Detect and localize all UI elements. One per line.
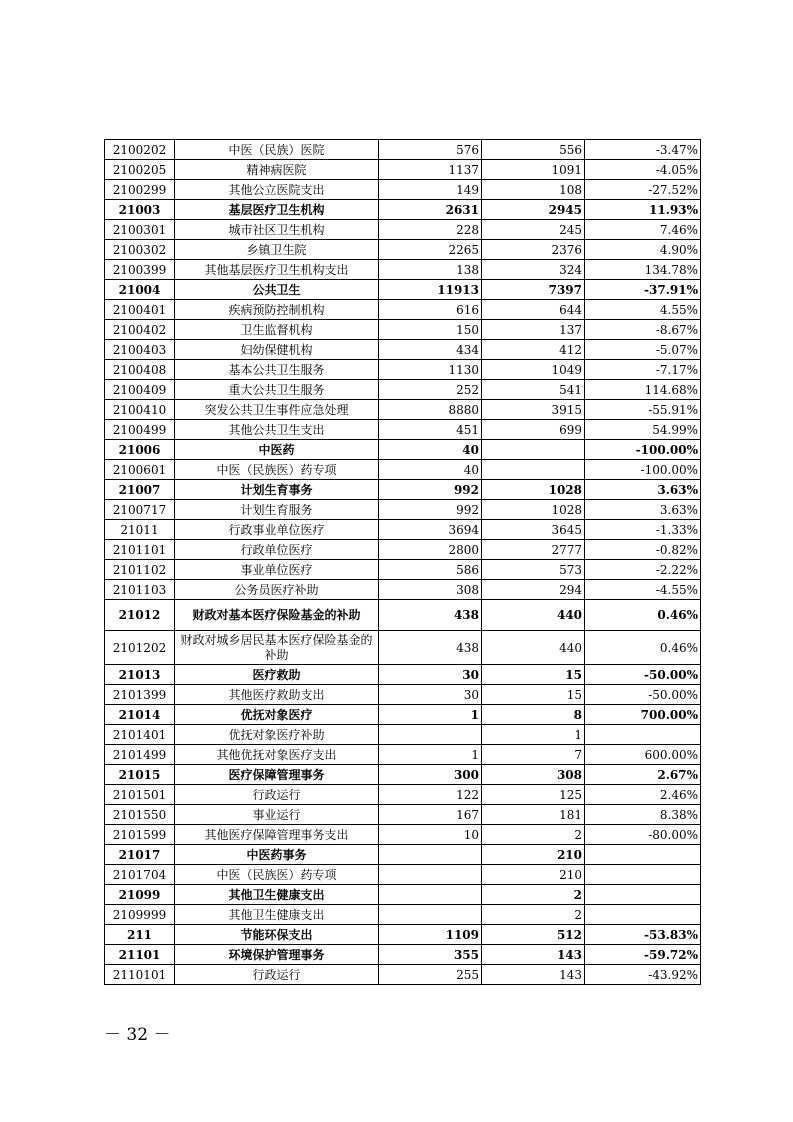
table-row: [105, 631, 701, 665]
prior-year-amount-cell: [379, 725, 482, 745]
subject-code-cell: 2100403: [105, 340, 175, 360]
current-year-amount-cell: 556: [482, 140, 585, 160]
current-year-amount-cell: 2777: [482, 540, 585, 560]
table-row: [105, 480, 701, 500]
subject-code-cell: 2100402: [105, 320, 175, 340]
change-percent-cell: [585, 885, 701, 905]
change-percent-cell: -59.72%: [585, 945, 701, 965]
current-year-amount-cell: 210: [482, 845, 585, 865]
subject-code-cell: 21011: [105, 520, 175, 540]
change-percent-cell: 2.67%: [585, 765, 701, 785]
table-row: [105, 140, 701, 160]
change-percent-cell: -100.00%: [585, 460, 701, 480]
table-row: [105, 925, 701, 945]
change-percent-cell: -4.05%: [585, 160, 701, 180]
change-percent-cell: 0.46%: [585, 600, 701, 631]
current-year-amount-cell: 3645: [482, 520, 585, 540]
change-percent-cell: 11.93%: [585, 200, 701, 220]
change-percent-cell: -8.67%: [585, 320, 701, 340]
change-percent-cell: -50.00%: [585, 685, 701, 705]
current-year-amount-cell: 644: [482, 300, 585, 320]
current-year-amount-cell: 1049: [482, 360, 585, 380]
table-row: [105, 865, 701, 885]
current-year-amount-cell: 1: [482, 725, 585, 745]
change-percent-cell: -100.00%: [585, 440, 701, 460]
change-percent-cell: -1.33%: [585, 520, 701, 540]
subject-code-cell: 21007: [105, 480, 175, 500]
table-row: [105, 945, 701, 965]
prior-year-amount-cell: 228: [379, 220, 482, 240]
subject-name-cell: 其他医疗救助支出: [175, 685, 379, 705]
current-year-amount-cell: [482, 440, 585, 460]
change-percent-cell: -80.00%: [585, 825, 701, 845]
prior-year-amount-cell: 122: [379, 785, 482, 805]
change-percent-cell: -0.82%: [585, 540, 701, 560]
change-percent-cell: -50.00%: [585, 665, 701, 685]
subject-name-cell: 城市社区卫生机构: [175, 220, 379, 240]
current-year-amount-cell: 3915: [482, 400, 585, 420]
prior-year-amount-cell: 252: [379, 380, 482, 400]
prior-year-amount-cell: 992: [379, 480, 482, 500]
subject-name-cell: 事业运行: [175, 805, 379, 825]
prior-year-amount-cell: 586: [379, 560, 482, 580]
change-percent-cell: 2.46%: [585, 785, 701, 805]
table-row: [105, 540, 701, 560]
prior-year-amount-cell: 438: [379, 631, 482, 665]
prior-year-amount-cell: 138: [379, 260, 482, 280]
table-row: [105, 685, 701, 705]
subject-name-cell: 中医（民族医）药专项: [175, 865, 379, 885]
change-percent-cell: [585, 905, 701, 925]
subject-code-cell: 2100408: [105, 360, 175, 380]
subject-name-cell: 行政单位医疗: [175, 540, 379, 560]
subject-code-cell: 2101599: [105, 825, 175, 845]
table-row: [105, 765, 701, 785]
change-percent-cell: 134.78%: [585, 260, 701, 280]
subject-code-cell: 2100717: [105, 500, 175, 520]
current-year-amount-cell: 440: [482, 631, 585, 665]
subject-code-cell: 21101: [105, 945, 175, 965]
current-year-amount-cell: 210: [482, 865, 585, 885]
budget-table-body: [105, 140, 701, 985]
current-year-amount-cell: 8: [482, 705, 585, 725]
prior-year-amount-cell: 255: [379, 965, 482, 985]
table-row: [105, 220, 701, 240]
table-row: [105, 600, 701, 631]
subject-name-cell: 精神病医院: [175, 160, 379, 180]
table-row: [105, 440, 701, 460]
subject-name-cell: 财政对基本医疗保险基金的补助: [175, 600, 379, 631]
subject-code-cell: 21014: [105, 705, 175, 725]
change-percent-cell: 700.00%: [585, 705, 701, 725]
table-row: [105, 785, 701, 805]
change-percent-cell: 3.63%: [585, 500, 701, 520]
subject-name-cell: 医疗保障管理事务: [175, 765, 379, 785]
prior-year-amount-cell: 3694: [379, 520, 482, 540]
current-year-amount-cell: 125: [482, 785, 585, 805]
subject-name-cell: 重大公共卫生服务: [175, 380, 379, 400]
subject-code-cell: 21006: [105, 440, 175, 460]
budget-table: [104, 139, 701, 985]
prior-year-amount-cell: 149: [379, 180, 482, 200]
subject-code-cell: 2100409: [105, 380, 175, 400]
subject-code-cell: 2100401: [105, 300, 175, 320]
table-row: [105, 240, 701, 260]
current-year-amount-cell: 245: [482, 220, 585, 240]
subject-code-cell: 2100205: [105, 160, 175, 180]
subject-name-cell: 其他医疗保障管理事务支出: [175, 825, 379, 845]
subject-name-cell: 其他卫生健康支出: [175, 885, 379, 905]
table-row: [105, 420, 701, 440]
subject-name-cell: 其他基层医疗卫生机构支出: [175, 260, 379, 280]
subject-code-cell: 2109999: [105, 905, 175, 925]
subject-code-cell: 2100302: [105, 240, 175, 260]
prior-year-amount-cell: 355: [379, 945, 482, 965]
change-percent-cell: -27.52%: [585, 180, 701, 200]
table-row: [105, 500, 701, 520]
current-year-amount-cell: 324: [482, 260, 585, 280]
prior-year-amount-cell: 992: [379, 500, 482, 520]
subject-code-cell: 2110101: [105, 965, 175, 985]
current-year-amount-cell: [482, 460, 585, 480]
table-row: [105, 725, 701, 745]
subject-code-cell: 21004: [105, 280, 175, 300]
current-year-amount-cell: 308: [482, 765, 585, 785]
prior-year-amount-cell: 1130: [379, 360, 482, 380]
current-year-amount-cell: 15: [482, 685, 585, 705]
subject-name-cell: 行政运行: [175, 965, 379, 985]
subject-code-cell: 21012: [105, 600, 175, 631]
subject-code-cell: 2101103: [105, 580, 175, 600]
table-row: [105, 340, 701, 360]
prior-year-amount-cell: 11913: [379, 280, 482, 300]
subject-code-cell: 2101550: [105, 805, 175, 825]
subject-name-cell: 突发公共卫生事件应急处理: [175, 400, 379, 420]
subject-name-cell: 事业单位医疗: [175, 560, 379, 580]
change-percent-cell: -5.07%: [585, 340, 701, 360]
prior-year-amount-cell: 30: [379, 685, 482, 705]
prior-year-amount-cell: 1109: [379, 925, 482, 945]
subject-name-cell: 中医（民族医）药专项: [175, 460, 379, 480]
subject-name-cell: 基层医疗卫生机构: [175, 200, 379, 220]
prior-year-amount-cell: 30: [379, 665, 482, 685]
change-percent-cell: 4.90%: [585, 240, 701, 260]
change-percent-cell: [585, 865, 701, 885]
subject-code-cell: 2100601: [105, 460, 175, 480]
table-row: [105, 320, 701, 340]
prior-year-amount-cell: 576: [379, 140, 482, 160]
table-row: [105, 280, 701, 300]
table-row: [105, 260, 701, 280]
prior-year-amount-cell: 150: [379, 320, 482, 340]
current-year-amount-cell: 7397: [482, 280, 585, 300]
subject-name-cell: 财政对城乡居民基本医疗保险基金的补助: [175, 631, 379, 665]
current-year-amount-cell: 2: [482, 825, 585, 845]
prior-year-amount-cell: 10: [379, 825, 482, 845]
subject-code-cell: 2101101: [105, 540, 175, 560]
current-year-amount-cell: 1091: [482, 160, 585, 180]
subject-code-cell: 2100410: [105, 400, 175, 420]
current-year-amount-cell: 294: [482, 580, 585, 600]
table-row: [105, 745, 701, 765]
current-year-amount-cell: 1028: [482, 500, 585, 520]
change-percent-cell: 600.00%: [585, 745, 701, 765]
current-year-amount-cell: 137: [482, 320, 585, 340]
subject-code-cell: 21013: [105, 665, 175, 685]
prior-year-amount-cell: 1: [379, 705, 482, 725]
change-percent-cell: -2.22%: [585, 560, 701, 580]
subject-code-cell: 2100202: [105, 140, 175, 160]
table-row: [105, 180, 701, 200]
table-row: [105, 805, 701, 825]
subject-name-cell: 中医药: [175, 440, 379, 460]
subject-name-cell: 行政事业单位医疗: [175, 520, 379, 540]
table-row: [105, 580, 701, 600]
change-percent-cell: 0.46%: [585, 631, 701, 665]
prior-year-amount-cell: [379, 905, 482, 925]
table-row: [105, 885, 701, 905]
prior-year-amount-cell: 434: [379, 340, 482, 360]
current-year-amount-cell: 699: [482, 420, 585, 440]
change-percent-cell: -55.91%: [585, 400, 701, 420]
table-row: [105, 200, 701, 220]
change-percent-cell: -3.47%: [585, 140, 701, 160]
table-row: [105, 460, 701, 480]
current-year-amount-cell: 412: [482, 340, 585, 360]
table-row: [105, 160, 701, 180]
table-row: [105, 965, 701, 985]
change-percent-cell: [585, 845, 701, 865]
table-row: [105, 665, 701, 685]
prior-year-amount-cell: 2800: [379, 540, 482, 560]
subject-name-cell: 医疗救助: [175, 665, 379, 685]
current-year-amount-cell: 1028: [482, 480, 585, 500]
table-row: [105, 705, 701, 725]
subject-code-cell: 21099: [105, 885, 175, 905]
subject-name-cell: 其他公共卫生支出: [175, 420, 379, 440]
current-year-amount-cell: 440: [482, 600, 585, 631]
subject-code-cell: 2101399: [105, 685, 175, 705]
subject-name-cell: 节能环保支出: [175, 925, 379, 945]
current-year-amount-cell: 143: [482, 965, 585, 985]
subject-name-cell: 基本公共卫生服务: [175, 360, 379, 380]
subject-code-cell: 2100399: [105, 260, 175, 280]
subject-name-cell: 卫生监督机构: [175, 320, 379, 340]
subject-name-cell: 公务员医疗补助: [175, 580, 379, 600]
prior-year-amount-cell: [379, 885, 482, 905]
change-percent-cell: -43.92%: [585, 965, 701, 985]
current-year-amount-cell: 2: [482, 885, 585, 905]
subject-code-cell: 2100299: [105, 180, 175, 200]
subject-name-cell: 乡镇卫生院: [175, 240, 379, 260]
subject-name-cell: 计划生育服务: [175, 500, 379, 520]
prior-year-amount-cell: 8880: [379, 400, 482, 420]
change-percent-cell: -7.17%: [585, 360, 701, 380]
current-year-amount-cell: 2945: [482, 200, 585, 220]
table-row: [105, 845, 701, 865]
table-row: [105, 560, 701, 580]
change-percent-cell: 4.55%: [585, 300, 701, 320]
subject-code-cell: 2101499: [105, 745, 175, 765]
table-row: [105, 300, 701, 320]
change-percent-cell: 54.99%: [585, 420, 701, 440]
prior-year-amount-cell: [379, 865, 482, 885]
subject-code-cell: 21015: [105, 765, 175, 785]
subject-name-cell: 行政运行: [175, 785, 379, 805]
subject-code-cell: 2101102: [105, 560, 175, 580]
subject-code-cell: 2100499: [105, 420, 175, 440]
change-percent-cell: 114.68%: [585, 380, 701, 400]
change-percent-cell: 8.38%: [585, 805, 701, 825]
table-row: [105, 520, 701, 540]
change-percent-cell: 7.46%: [585, 220, 701, 240]
current-year-amount-cell: 512: [482, 925, 585, 945]
current-year-amount-cell: 573: [482, 560, 585, 580]
subject-name-cell: 计划生育事务: [175, 480, 379, 500]
prior-year-amount-cell: [379, 845, 482, 865]
prior-year-amount-cell: 1137: [379, 160, 482, 180]
subject-name-cell: 环境保护管理事务: [175, 945, 379, 965]
subject-code-cell: 21017: [105, 845, 175, 865]
subject-name-cell: 中医药事务: [175, 845, 379, 865]
subject-name-cell: 中医（民族）医院: [175, 140, 379, 160]
subject-code-cell: 21003: [105, 200, 175, 220]
prior-year-amount-cell: 308: [379, 580, 482, 600]
change-percent-cell: -37.91%: [585, 280, 701, 300]
table-row: [105, 360, 701, 380]
prior-year-amount-cell: 1: [379, 745, 482, 765]
prior-year-amount-cell: 438: [379, 600, 482, 631]
subject-name-cell: 妇幼保健机构: [175, 340, 379, 360]
change-percent-cell: [585, 725, 701, 745]
subject-name-cell: 其他公立医院支出: [175, 180, 379, 200]
subject-name-cell: 优抚对象医疗: [175, 705, 379, 725]
subject-name-cell: 疾病预防控制机构: [175, 300, 379, 320]
table-row: [105, 380, 701, 400]
table-row: [105, 825, 701, 845]
prior-year-amount-cell: 167: [379, 805, 482, 825]
current-year-amount-cell: 2: [482, 905, 585, 925]
current-year-amount-cell: 15: [482, 665, 585, 685]
prior-year-amount-cell: 300: [379, 765, 482, 785]
subject-code-cell: 2101501: [105, 785, 175, 805]
subject-name-cell: 其他优抚对象医疗支出: [175, 745, 379, 765]
prior-year-amount-cell: 40: [379, 440, 482, 460]
current-year-amount-cell: 143: [482, 945, 585, 965]
subject-code-cell: 2101401: [105, 725, 175, 745]
current-year-amount-cell: 181: [482, 805, 585, 825]
subject-name-cell: 其他卫生健康支出: [175, 905, 379, 925]
prior-year-amount-cell: 2265: [379, 240, 482, 260]
subject-code-cell: 211: [105, 925, 175, 945]
subject-name-cell: 公共卫生: [175, 280, 379, 300]
prior-year-amount-cell: 451: [379, 420, 482, 440]
change-percent-cell: -53.83%: [585, 925, 701, 945]
prior-year-amount-cell: 616: [379, 300, 482, 320]
subject-code-cell: 2101202: [105, 631, 175, 665]
subject-code-cell: 2101704: [105, 865, 175, 885]
change-percent-cell: 3.63%: [585, 480, 701, 500]
current-year-amount-cell: 108: [482, 180, 585, 200]
prior-year-amount-cell: 40: [379, 460, 482, 480]
change-percent-cell: -4.55%: [585, 580, 701, 600]
page-number: － 32 －: [104, 1025, 171, 1045]
subject-name-cell: 优抚对象医疗补助: [175, 725, 379, 745]
table-row: [105, 400, 701, 420]
current-year-amount-cell: 7: [482, 745, 585, 765]
prior-year-amount-cell: 2631: [379, 200, 482, 220]
subject-code-cell: 2100301: [105, 220, 175, 240]
current-year-amount-cell: 541: [482, 380, 585, 400]
current-year-amount-cell: 2376: [482, 240, 585, 260]
table-row: [105, 905, 701, 925]
